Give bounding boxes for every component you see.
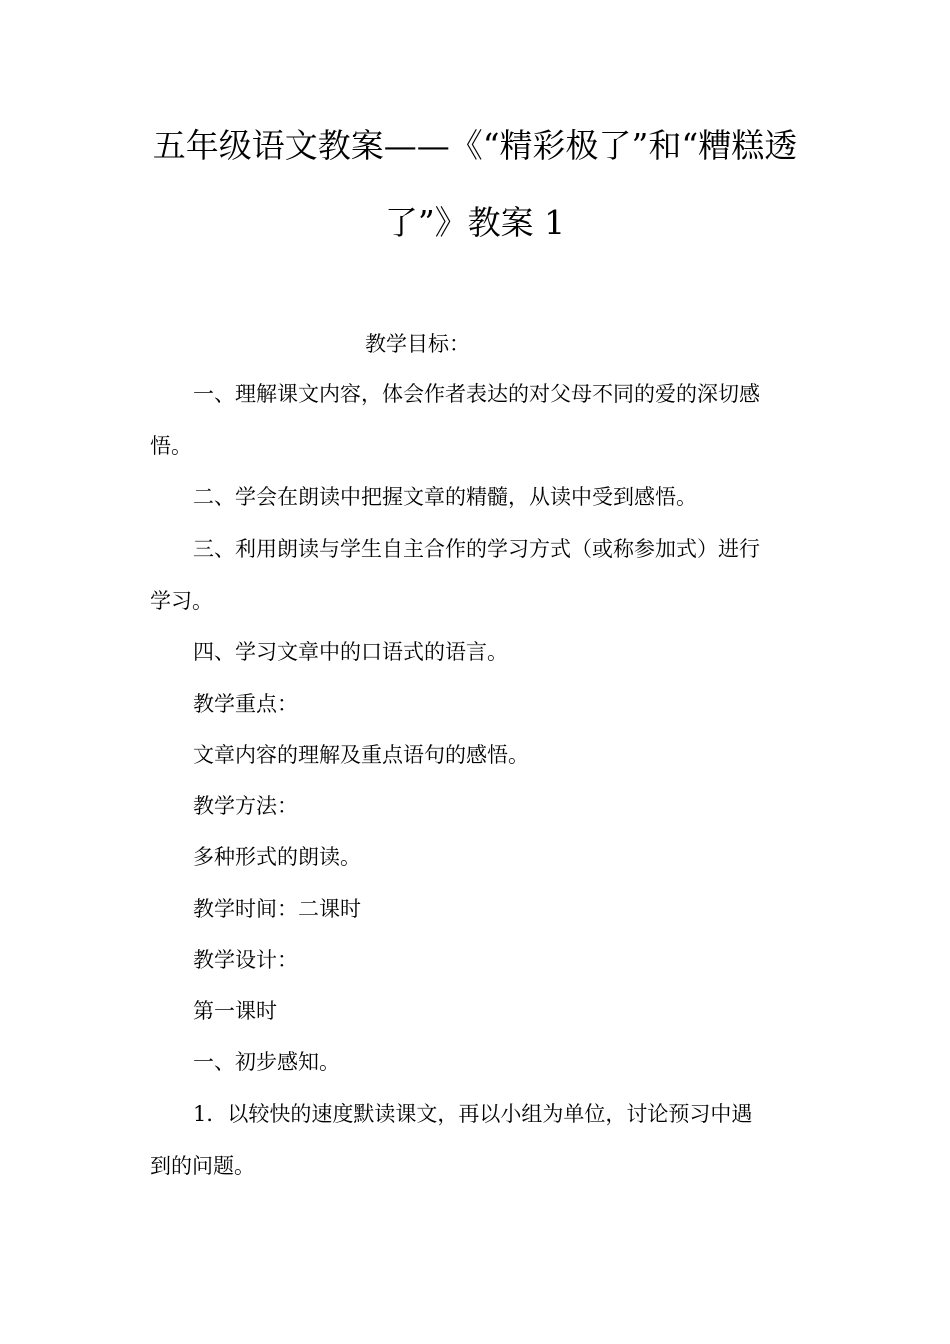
document-title-line-2: 了”》教案 1 <box>384 203 566 242</box>
document-title-line-1: 五年级语文教案——《“精彩极了”和“糟糕透 <box>152 126 798 165</box>
objective-1-line-1: 一、理解课文内容，体会作者表达的对父母不同的爱的深切感 <box>193 382 760 406</box>
objectives-heading: 教学目标： <box>365 332 470 356</box>
objective-4: 四、学习文章中的口语式的语言。 <box>193 640 508 664</box>
step-1-heading: 一、初步感知。 <box>193 1050 340 1074</box>
objective-3-line-2: 学习。 <box>150 589 213 613</box>
objective-3-line-1: 三、利用朗读与学生自主合作的学习方式（或称参加式）进行 <box>193 537 760 561</box>
key-points-heading: 教学重点： <box>193 692 298 716</box>
design-heading: 教学设计： <box>193 948 298 972</box>
step-1-item-1-line-2: 到的问题。 <box>150 1154 255 1178</box>
key-points-text: 文章内容的理解及重点语句的感悟。 <box>193 743 529 767</box>
method-heading: 教学方法： <box>193 794 298 818</box>
lesson-1-heading: 第一课时 <box>193 999 277 1023</box>
teaching-time: 教学时间：二课时 <box>193 897 361 921</box>
method-text: 多种形式的朗读。 <box>193 845 361 869</box>
objective-1-line-2: 悟。 <box>150 434 192 458</box>
step-1-item-1-line-1: 1．以较快的速度默读课文，再以小组为单位，讨论预习中遇 <box>193 1102 753 1126</box>
objective-2: 二、学会在朗读中把握文章的精髓，从读中受到感悟。 <box>193 485 697 509</box>
